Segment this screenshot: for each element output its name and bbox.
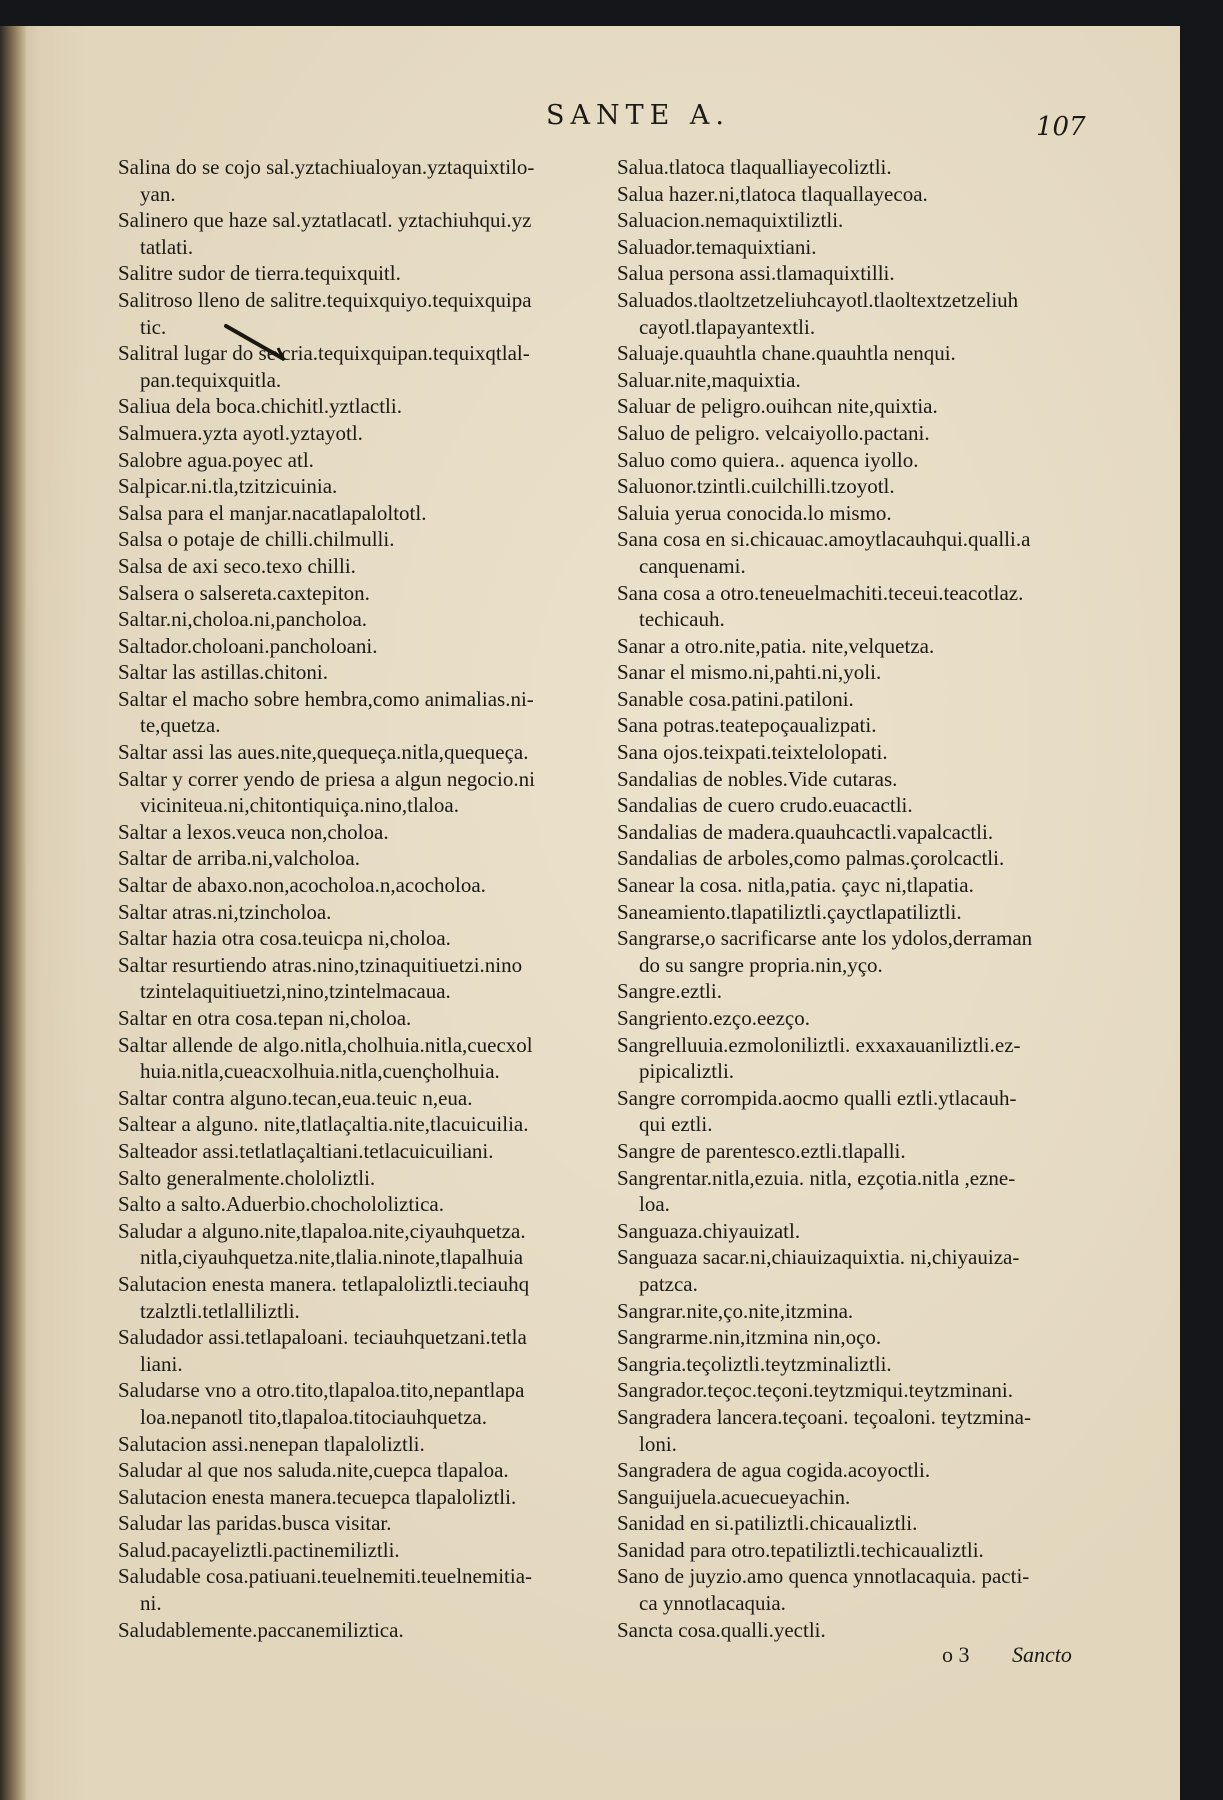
book-page bbox=[0, 26, 1180, 1800]
dictionary-entry: Saliua dela boca.chichitl.yztlactli. bbox=[118, 394, 402, 419]
dictionary-entry: Salsera o salsereta.caxtepiton. bbox=[118, 580, 370, 605]
dictionary-entry: Sanable cosa.patini.patiloni. bbox=[617, 686, 854, 711]
entry-continuation: viciniteua.ni,chitontiquiça.nino,tlaloa. bbox=[140, 793, 459, 818]
signature-mark: o 3 bbox=[942, 1642, 970, 1667]
dictionary-entry: Saltar a lexos.veuca non,choloa. bbox=[118, 819, 389, 844]
dictionary-entry: Saluia yerua conocida.lo mismo. bbox=[617, 500, 892, 525]
dictionary-entry: Saltar de abaxo.non,acocholoa.n,acocholoa. bbox=[118, 873, 486, 898]
dictionary-entry: Sangradera de agua cogida.acoyoctli. bbox=[617, 1458, 931, 1483]
dictionary-entry: Saltador.choloani.pancholoani. bbox=[118, 633, 378, 658]
dictionary-entry: Sanear la cosa. nitla,patia. çayc ni,tlapatia. bbox=[617, 873, 974, 898]
dictionary-entry: Sanar a otro.nite,patia. nite,velquetza. bbox=[617, 633, 935, 658]
dictionary-entry: Saluacion.nemaquixtiliztli. bbox=[617, 208, 844, 233]
entry-continuation: do su sangre propria.nin,yço. bbox=[639, 952, 883, 977]
dictionary-entry: Sangre.eztli. bbox=[617, 979, 722, 1004]
dictionary-entry: Sangrar.nite,ço.nite,itzmina. bbox=[617, 1298, 854, 1323]
entry-continuation: ca ynnotlacaquia. bbox=[639, 1591, 786, 1616]
dictionary-entry: Saludable cosa.patiuani.teuelnemiti.teuelnemitia- bbox=[118, 1564, 533, 1589]
dictionary-entry: Sanidad en si.patiliztli.chicaualiztli. bbox=[617, 1511, 918, 1536]
entry-continuation: tzintelaquitiuetzi,nino,tzintelmacaua. bbox=[140, 979, 451, 1004]
dictionary-entry: Saltar contra alguno.tecan,eua.teuic n,eua. bbox=[118, 1085, 473, 1110]
dictionary-entry: Saltar atras.ni,tzincholoa. bbox=[118, 899, 332, 924]
dictionary-entry: Sanguijuela.acuecueyachin. bbox=[617, 1484, 851, 1509]
dictionary-entry: Salpicar.ni.tla,tzitzicuinia. bbox=[118, 474, 338, 499]
entry-continuation: liani. bbox=[140, 1351, 183, 1376]
dictionary-entry: Sana cosa a otro.teneuelmachiti.teceui.teacotlaz. bbox=[617, 580, 1024, 605]
dictionary-entry: Saludar al que nos saluda.nite,cuepca tlapaloa. bbox=[118, 1458, 509, 1483]
dictionary-entry: Sangria.teçoliztli.teytzminaliztli. bbox=[617, 1351, 892, 1376]
dictionary-entry: Sangrentar.nitla,ezuia. nitla, ezçotia.nitla ,ezne- bbox=[617, 1165, 1016, 1190]
dictionary-entry: Saltar resurtiendo atras.nino,tzinaquitiuetzi.nino bbox=[118, 952, 523, 977]
dictionary-entry: Sandalias de madera.quauhcactli.vapalcactli. bbox=[617, 819, 994, 844]
running-head: SANTE A. bbox=[546, 100, 731, 131]
dictionary-entry: Sangrarme.nin,itzmina nin,oço. bbox=[617, 1325, 882, 1350]
dictionary-entry: Sangre corrompida.aocmo qualli eztli.ytlacauh- bbox=[617, 1085, 1017, 1110]
entry-continuation: nitla,ciyauhquetza.nite,tlalia.ninote,tlapalhuia bbox=[140, 1245, 524, 1270]
entry-continuation: loni. bbox=[639, 1431, 677, 1456]
dictionary-entry: Saludarse vno a otro.tito,tlapaloa.tito,nepantlapa bbox=[118, 1378, 525, 1403]
facing-page-bleed bbox=[4, 386, 26, 1246]
dictionary-entry: Sanguaza sacar.ni,chiauizaquixtia. ni,chiyauiza- bbox=[617, 1245, 1020, 1270]
dictionary-entry: Salua hazer.ni,tlatoca tlaquallayecoa. bbox=[617, 181, 928, 206]
dictionary-entry: Sana cosa en si.chicauac.amoytlacauhqui.qualli.a bbox=[617, 527, 1031, 552]
dictionary-entry: Saluonor.tzintli.cuilchilli.tzoyotl. bbox=[617, 474, 895, 499]
ink-mark-icon bbox=[222, 322, 302, 366]
dictionary-entry: Salina do se cojo sal.yztachiualoyan.yztaquixtilo- bbox=[118, 155, 535, 179]
entry-continuation: loa.nepanotl tito,tlapaloa.titociauhquetza. bbox=[140, 1404, 487, 1429]
dictionary-entry: Sangriento.ezço.eezço. bbox=[617, 1006, 810, 1030]
dictionary-entry: Salutacion assi.nenepan tlapaloliztli. bbox=[118, 1431, 425, 1456]
dictionary-entry: Saluar de peligro.ouihcan nite,quixtia. bbox=[617, 394, 938, 419]
dictionary-entry: Salsa para el manjar.nacatlapaloltotl. bbox=[118, 500, 427, 525]
page-number: 107 bbox=[1036, 112, 1086, 142]
dictionary-entry: Saltear a alguno. nite,tlatlaçaltia.nite,tlacuicuilia. bbox=[118, 1112, 529, 1137]
dictionary-entry: Saltar y correr yendo de priesa a algun negocio.ni bbox=[118, 766, 535, 791]
dictionary-entry: Sangrador.teçoc.teçoni.teytzmiqui.teytzminani. bbox=[617, 1378, 1013, 1403]
dictionary-entry: Saltar en otra cosa.tepan ni,choloa. bbox=[118, 1006, 412, 1030]
dictionary-entry: Salobre agua.poyec atl. bbox=[118, 447, 314, 472]
dictionary-entry: Sangrarse,o sacrificarse ante los ydolos,derraman bbox=[617, 926, 1033, 951]
dictionary-entry: Saluaje.quauhtla chane.quauhtla nenqui. bbox=[617, 341, 956, 366]
entry-continuation: techicauh. bbox=[639, 607, 725, 632]
right-column bbox=[617, 154, 1095, 1643]
dictionary-entry: Sana potras.teatepoçaualizpati. bbox=[617, 713, 877, 738]
dictionary-entry: Saluados.tlaoltzetzeliuhcayotl.tlaoltextzetzeliuh bbox=[617, 287, 1019, 312]
entry-continuation: yan. bbox=[140, 181, 176, 206]
dictionary-entry: Sanidad para otro.tepatiliztli.techicaualiztli. bbox=[617, 1537, 984, 1562]
entry-continuation: te,quetza. bbox=[140, 713, 221, 738]
dictionary-entry: Sandalias de cuero crudo.euacactli. bbox=[617, 793, 913, 818]
dictionary-entry: Salteador assi.tetlatlaçaltiani.tetlacuicuiliani. bbox=[118, 1138, 494, 1163]
dictionary-entry: Salmuera.yzta ayotl.yztayotl. bbox=[118, 420, 363, 445]
dictionary-entry: Saltar el macho sobre hembra,como animalias.ni- bbox=[118, 686, 534, 711]
dictionary-entry: Saluador.temaquixtiani. bbox=[617, 234, 817, 259]
dictionary-entry: Saludablemente.paccanemiliztica. bbox=[118, 1617, 404, 1642]
dictionary-entry: Salutacion enesta manera. tetlapaloliztli.teciauhq bbox=[118, 1271, 530, 1296]
entry-continuation: patzca. bbox=[639, 1271, 698, 1296]
dictionary-entry: Saluo de peligro. velcaiyollo.pactani. bbox=[617, 420, 930, 445]
dictionary-entry: Saltar allende de algo.nitla,cholhuia.nitla,cuecxol bbox=[118, 1032, 533, 1057]
entry-continuation: tic. bbox=[140, 314, 167, 339]
dictionary-entry: Saltar hazia otra cosa.teuicpa ni,choloa. bbox=[118, 926, 451, 951]
dictionary-entry: Saltar las astillas.chitoni. bbox=[118, 660, 328, 685]
dictionary-entry: Salsa de axi seco.texo chilli. bbox=[118, 553, 356, 578]
dictionary-entry: Saltar.ni,choloa.ni,pancholoa. bbox=[118, 607, 368, 632]
dictionary-entry: Sano de juyzio.amo quenca ynnotlacaquia. pacti- bbox=[617, 1564, 1030, 1589]
dictionary-entry: Salsa o potaje de chilli.chilmulli. bbox=[118, 527, 395, 552]
entry-continuation: canquenami. bbox=[639, 553, 746, 578]
entry-continuation: tatlati. bbox=[140, 234, 194, 259]
entry-continuation: loa. bbox=[639, 1192, 670, 1217]
dictionary-entry: Sandalias de nobles.Vide cutaras. bbox=[617, 766, 898, 791]
dictionary-entry: Salitre sudor de tierra.tequixquitl. bbox=[118, 261, 401, 286]
dictionary-entry: Saltar de arriba.ni,valcholoa. bbox=[118, 846, 360, 871]
entry-continuation: cayotl.tlapayantextli. bbox=[639, 314, 816, 339]
dictionary-entry: Saneamiento.tlapatiliztli.çayctlapatiliztli. bbox=[617, 899, 962, 924]
dictionary-entry: Sandalias de arboles,como palmas.çorolcactli. bbox=[617, 846, 1005, 871]
dictionary-entry: Sancta cosa.qualli.yectli. bbox=[617, 1617, 826, 1642]
dictionary-entry: Sanguaza.chiyauizatl. bbox=[617, 1218, 801, 1243]
entry-continuation: huia.nitla,cueacxolhuia.nitla,cuençholhuia. bbox=[140, 1059, 500, 1084]
dictionary-entry: Salitral lugar do se cria.tequixquipan.tequixqtlal- bbox=[118, 341, 530, 366]
dictionary-entry: Salinero que haze sal.yztatlacatl. yztachiuhqui.yz bbox=[118, 208, 532, 233]
dictionary-entry: Sangrelluuia.ezmoloniliztli. exxaxauaniliztli.ez- bbox=[617, 1032, 1021, 1057]
dictionary-entry: Salua.tlatoca tlaqualliayecoliztli. bbox=[617, 155, 892, 179]
dictionary-entry: Salto a salto.Aduerbio.chochololiztica. bbox=[118, 1192, 444, 1217]
dictionary-entry: Saltar assi las aues.nite,quequeça.nitla,quequeça. bbox=[118, 740, 529, 765]
entry-continuation: qui eztli. bbox=[639, 1112, 713, 1137]
dictionary-entry: Saludador assi.tetlapaloani. teciauhquetzani.tetla bbox=[118, 1325, 527, 1350]
dictionary-entry: Sangradera lancera.teçoani. teçoaloni. teytzmina- bbox=[617, 1404, 1031, 1429]
dictionary-entry: Sanar el mismo.ni,pahti.ni,yoli. bbox=[617, 660, 882, 685]
entry-continuation: pan.tequixquitla. bbox=[140, 367, 282, 392]
dictionary-entry: Salto generalmente.chololiztli. bbox=[118, 1165, 376, 1190]
dictionary-entry: Saludar a alguno.nite,tlapaloa.nite,ciyauhquetza. bbox=[118, 1218, 526, 1243]
dictionary-entry: Sana ojos.teixpati.teixtelolopati. bbox=[617, 740, 888, 765]
left-column bbox=[118, 154, 594, 1643]
dictionary-entry: Salitroso lleno de salitre.tequixquiyo.tequixquipa bbox=[118, 287, 532, 312]
catchword: Sancto bbox=[1012, 1642, 1072, 1667]
entry-continuation: ni. bbox=[140, 1591, 162, 1616]
dictionary-entry: Salutacion enesta manera.tecuepca tlapaloliztli. bbox=[118, 1484, 517, 1509]
dictionary-entry: Saludar las paridas.busca visitar. bbox=[118, 1511, 392, 1536]
dictionary-entry: Saluo como quiera.. aquenca iyollo. bbox=[617, 447, 919, 472]
dictionary-entry: Sangre de parentesco.eztli.tlapalli. bbox=[617, 1138, 906, 1163]
dictionary-entry: Saluar.nite,maquixtia. bbox=[617, 367, 801, 392]
entry-continuation: pipicaliztli. bbox=[639, 1059, 735, 1084]
dictionary-entry: Salud.pacayeliztli.pactinemiliztli. bbox=[118, 1537, 400, 1562]
entry-continuation: tzalztli.tetlalliliztli. bbox=[140, 1298, 300, 1323]
dictionary-entry: Salua persona assi.tlamaquixtilli. bbox=[617, 261, 895, 286]
